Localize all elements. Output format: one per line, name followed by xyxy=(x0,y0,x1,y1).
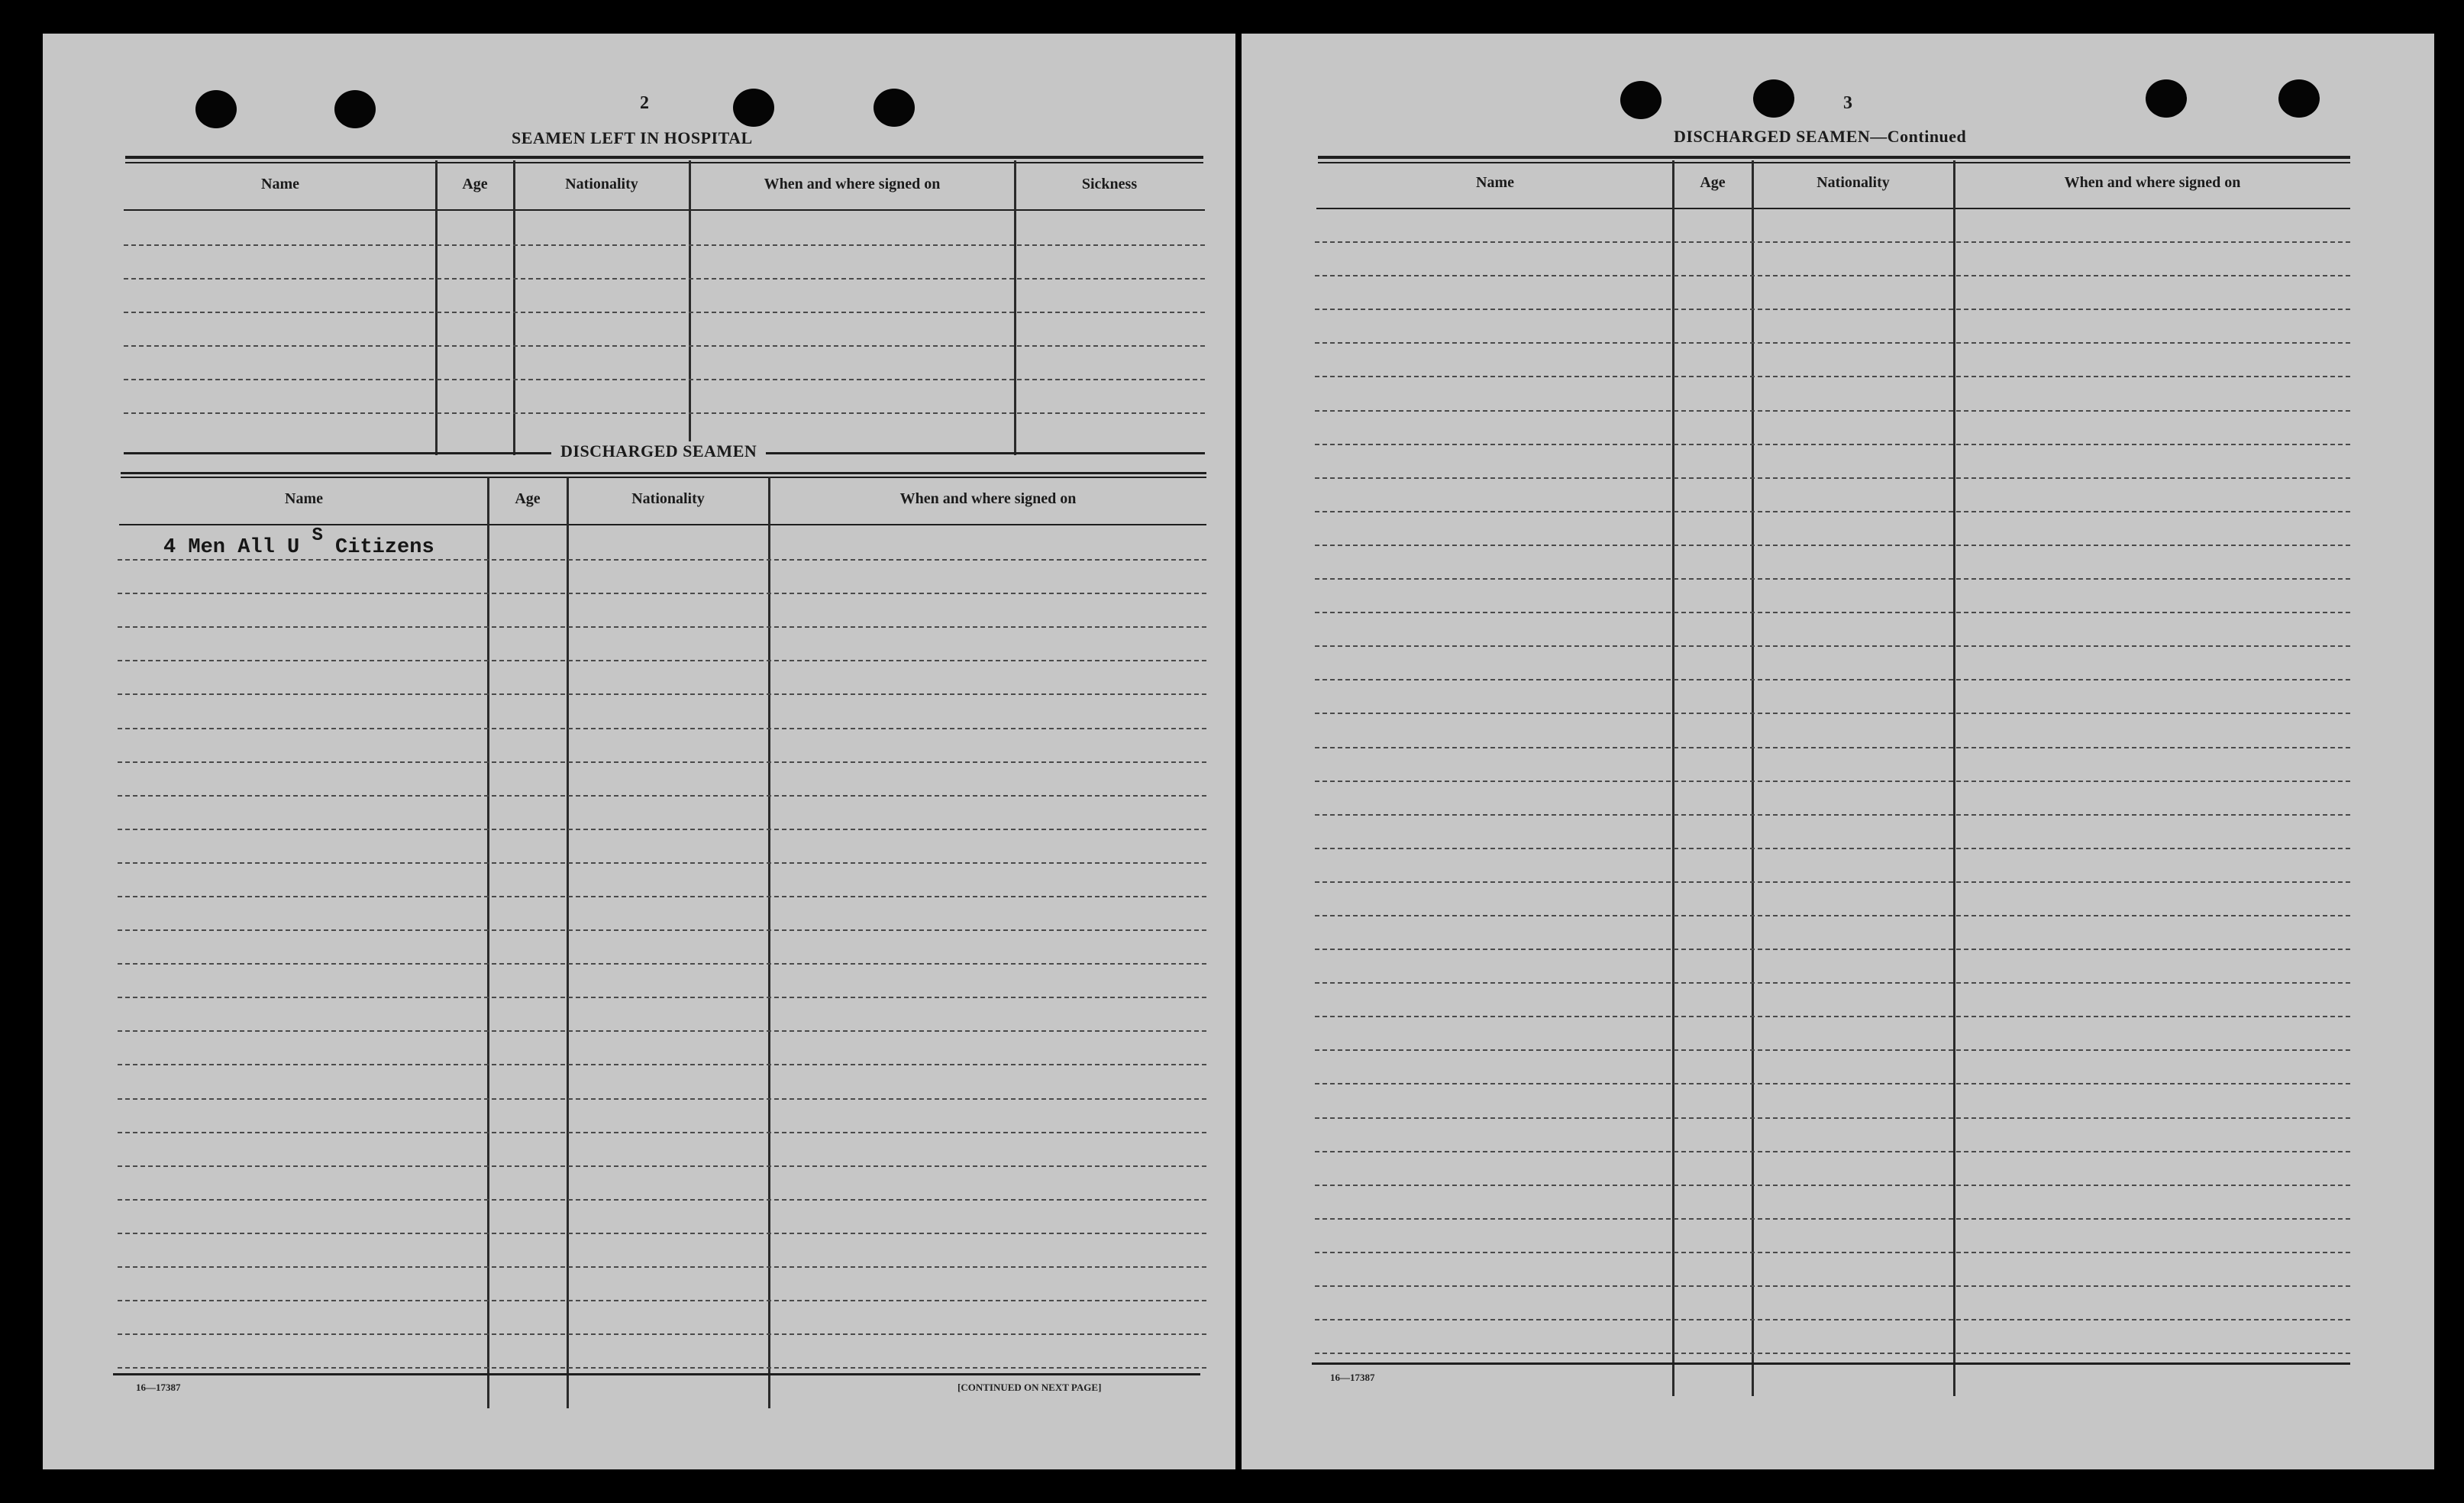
table-top-rule xyxy=(121,472,1206,474)
column-divider xyxy=(689,160,691,455)
punch-hole xyxy=(195,90,237,128)
table-row xyxy=(1315,1319,2350,1320)
col-header-age: Age xyxy=(515,490,541,507)
form-code: 16—17387 xyxy=(136,1382,181,1393)
punch-hole xyxy=(2278,79,2320,118)
column-divider xyxy=(1953,160,1955,1396)
table-row xyxy=(1315,982,2350,984)
table-row xyxy=(1315,713,2350,714)
col-header-name: Name xyxy=(285,490,323,507)
header-bottom-rule xyxy=(124,209,1205,211)
table-row xyxy=(118,929,1206,931)
punch-hole xyxy=(334,90,376,128)
right-page xyxy=(1242,34,2434,1469)
column-divider xyxy=(1672,160,1674,1396)
table-row xyxy=(1315,309,2350,310)
table-row xyxy=(118,1098,1206,1100)
table-row xyxy=(1315,612,2350,613)
page-title: DISCHARGED SEAMEN—Continued xyxy=(1674,127,1967,146)
col-header-name: Name xyxy=(261,176,299,192)
table-row xyxy=(1315,1117,2350,1119)
header-bottom-rule xyxy=(119,524,1206,525)
table-row xyxy=(1315,342,2350,344)
column-divider xyxy=(487,477,489,1408)
col-header-age: Age xyxy=(1700,174,1726,191)
typed-entry-lead: 4 Men All U xyxy=(163,536,300,559)
table-row xyxy=(1315,1353,2350,1354)
table-row xyxy=(124,312,1205,313)
table-row xyxy=(124,412,1205,414)
col-header-when-where: When and where signed on xyxy=(2064,174,2241,191)
table-row xyxy=(118,896,1206,897)
header-bottom-rule xyxy=(1316,208,2350,209)
table-row xyxy=(1315,949,2350,950)
table-row xyxy=(118,1233,1206,1234)
table-row xyxy=(118,1199,1206,1201)
table-row xyxy=(1315,578,2350,580)
table-row xyxy=(1315,1049,2350,1051)
table-row xyxy=(1315,645,2350,647)
continued-note: [CONTINUED ON NEXT PAGE] xyxy=(958,1382,1102,1393)
page-number: 3 xyxy=(1843,93,1852,113)
table-row xyxy=(1315,1185,2350,1186)
table-row xyxy=(118,795,1206,797)
table-row xyxy=(1315,814,2350,816)
table-row xyxy=(118,1132,1206,1133)
typed-entry xyxy=(163,525,434,559)
column-divider xyxy=(513,160,515,455)
table-row xyxy=(1315,410,2350,412)
table-row xyxy=(1315,881,2350,883)
table-row xyxy=(118,1300,1206,1301)
table-row xyxy=(1315,679,2350,680)
table-row xyxy=(1315,781,2350,782)
table-row xyxy=(118,1030,1206,1032)
table-row xyxy=(1315,1016,2350,1017)
col-header-when-where: When and where signed on xyxy=(764,176,941,192)
table-row xyxy=(1315,915,2350,916)
table-top-rule-thin xyxy=(125,162,1203,163)
form-code: 16—17387 xyxy=(1330,1372,1375,1383)
punch-hole xyxy=(733,89,774,127)
table-row xyxy=(1315,275,2350,276)
table-row xyxy=(118,693,1206,695)
col-header-age: Age xyxy=(462,176,488,192)
table-row xyxy=(118,593,1206,594)
table-top-rule-thin xyxy=(121,477,1206,478)
col-header-nationality: Nationality xyxy=(1817,174,1890,191)
typed-entry-tail: Citizens xyxy=(335,536,434,559)
table-row xyxy=(1315,848,2350,849)
hospital-section-title: SEAMEN LEFT IN HOSPITAL xyxy=(512,128,753,147)
table-row xyxy=(1315,1151,2350,1152)
page-number: 2 xyxy=(640,93,649,113)
table-top-rule xyxy=(1318,156,2350,159)
table-top-rule xyxy=(125,156,1203,159)
table-row xyxy=(118,1165,1206,1167)
table-row xyxy=(1315,444,2350,445)
table-row xyxy=(1315,511,2350,512)
discharged-section-title: DISCHARGED SEAMEN xyxy=(551,441,766,461)
table-row xyxy=(124,244,1205,246)
column-divider xyxy=(1752,160,1754,1396)
col-header-when-where: When and where signed on xyxy=(899,490,1077,507)
table-row xyxy=(1315,747,2350,748)
table-row xyxy=(118,1266,1206,1268)
punch-hole xyxy=(2146,79,2187,118)
punch-hole xyxy=(1753,79,1794,118)
table-row xyxy=(124,278,1205,280)
left-page xyxy=(43,34,1235,1469)
table-row xyxy=(1315,477,2350,479)
column-divider xyxy=(1014,160,1016,455)
table-row xyxy=(118,559,1206,561)
table-row xyxy=(1315,1218,2350,1220)
table-row xyxy=(118,728,1206,729)
table-row xyxy=(118,1064,1206,1065)
table-row xyxy=(118,660,1206,661)
table-top-rule-thin xyxy=(1318,162,2350,163)
col-header-name: Name xyxy=(1476,174,1514,191)
table-row xyxy=(118,862,1206,864)
col-header-sickness: Sickness xyxy=(1081,176,1138,192)
column-divider xyxy=(768,477,770,1408)
table-row xyxy=(118,829,1206,830)
table-row xyxy=(1315,241,2350,243)
table-row xyxy=(118,997,1206,998)
table-row xyxy=(124,379,1205,380)
table-row xyxy=(124,345,1205,347)
table-bottom-rule xyxy=(113,1373,1200,1375)
table-row xyxy=(118,963,1206,965)
table-row xyxy=(118,1333,1206,1335)
table-row xyxy=(1315,1083,2350,1084)
table-bottom-rule xyxy=(1312,1362,2350,1365)
table-row xyxy=(1315,545,2350,546)
table-row xyxy=(1315,376,2350,377)
table-row xyxy=(118,626,1206,628)
typed-entry-superscript: S xyxy=(312,525,323,546)
table-row xyxy=(118,761,1206,763)
col-header-nationality: Nationality xyxy=(565,176,638,192)
col-header-nationality: Nationality xyxy=(631,490,705,507)
table-row xyxy=(118,1367,1206,1369)
table-row xyxy=(1315,1252,2350,1253)
table-row xyxy=(1315,1285,2350,1287)
punch-hole xyxy=(874,89,915,127)
column-divider xyxy=(567,477,569,1408)
punch-hole xyxy=(1620,81,1662,119)
column-divider xyxy=(435,160,438,455)
